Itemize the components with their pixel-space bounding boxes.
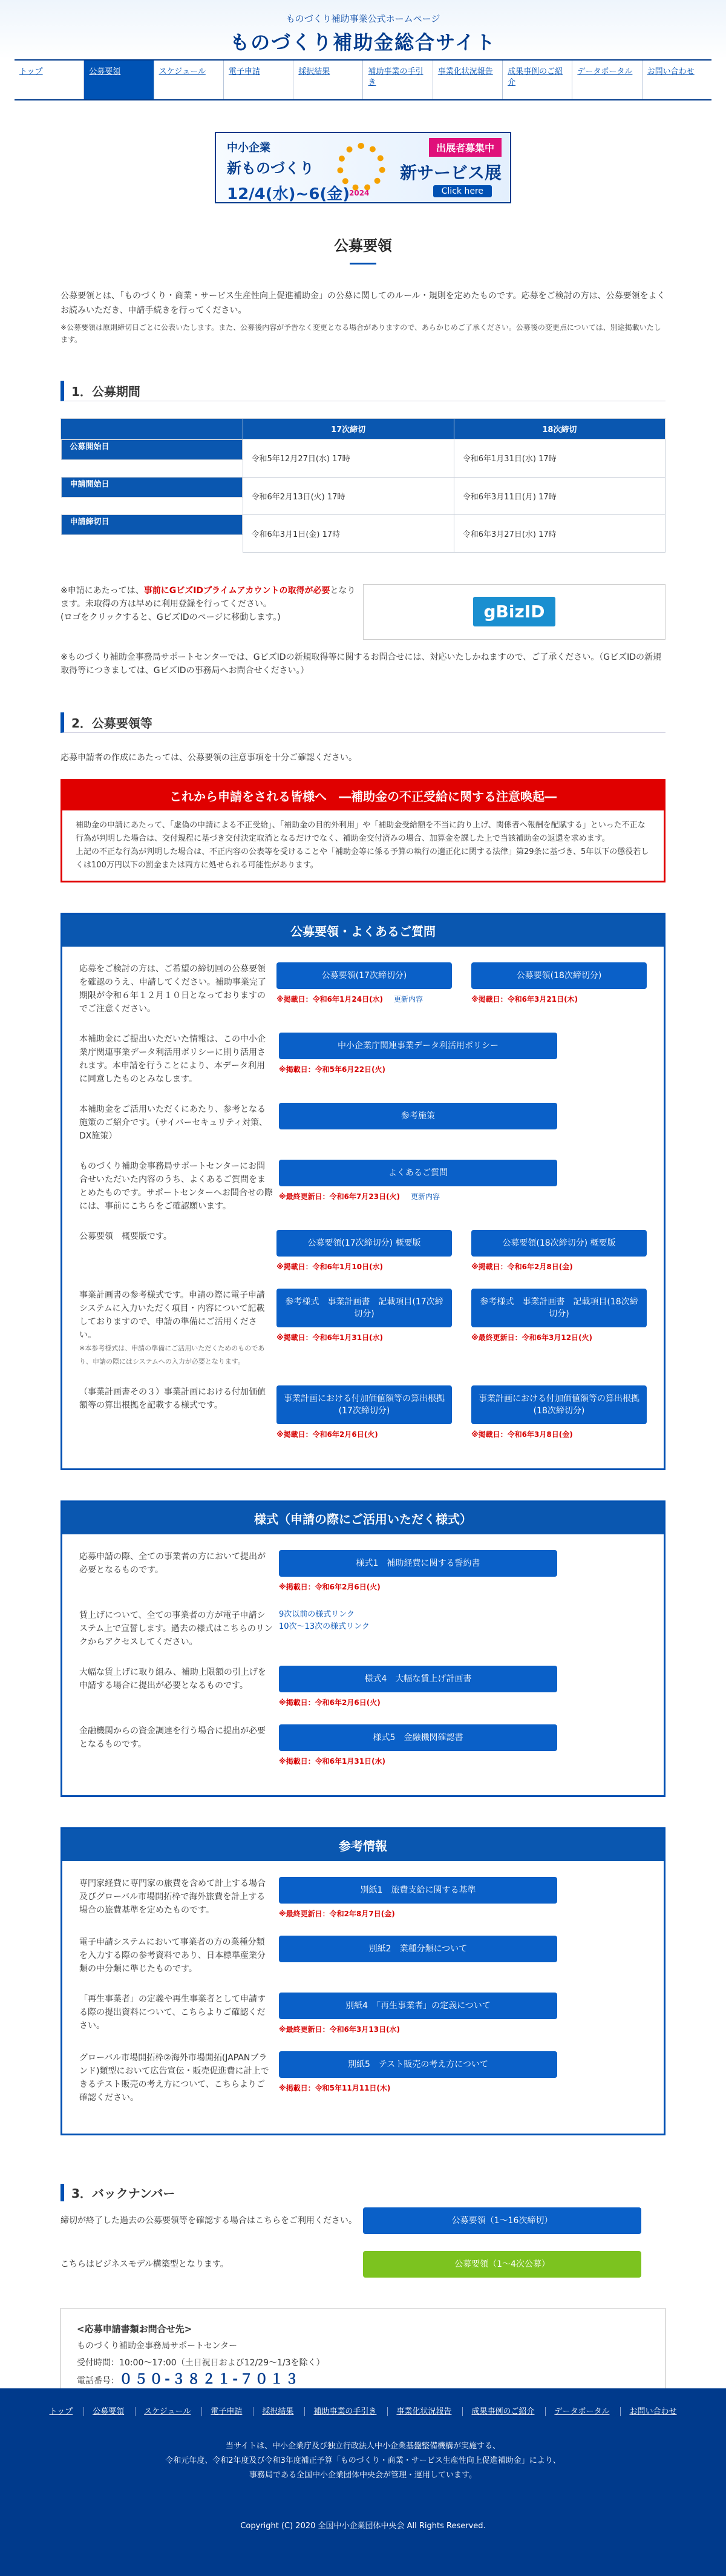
form-row-buttons (279, 1550, 647, 1592)
forms-panel (60, 1500, 666, 1797)
reference-posted-date: ※掲載日：令和5年11月11日(木) (279, 2083, 391, 2092)
faq-posted-date (471, 1261, 647, 1272)
form-links (279, 1609, 557, 1633)
faq-document-button[interactable]: 公募要領(17次締切分) 概要版 (276, 1230, 452, 1257)
reference-row-desc: 専門家経費に専門家の旅費を含めて計上する場合及びグローバル市場開拓枠で海外旅費を計上する場合の旅費基準を定めたものです。 (79, 1878, 266, 1915)
backnumber-desc: こちらはビジネスモデル構築型となります。 (60, 2259, 229, 2269)
reference-row-buttons (279, 1877, 647, 1919)
update-details-link[interactable]: 更新内容 (411, 1192, 440, 1201)
gbizid-logo-link[interactable] (363, 584, 666, 640)
faq-document-button[interactable]: 事業計画における付加価値額等の算出根拠(17次締切分) (276, 1385, 452, 1424)
nav-item-7[interactable]: 成果事例のご紹介 (502, 61, 572, 99)
faq-panel (60, 913, 666, 1470)
site-title[interactable]: ものづくり補助金総合サイト (230, 31, 496, 54)
faq-document-button[interactable]: よくあるご質問 (279, 1160, 557, 1186)
intro-text: 公募要領とは、「ものづくり・商業・サービス生産性向上促進補助金」の公募に関してのルール・規則を定めたものです。応募をご検討の方は、公募要領をよくお読みいただき、申請手続きを行ってください。 (60, 291, 666, 315)
footer-nav-item[interactable]: 成果事例のご紹介 (462, 2407, 534, 2416)
footer-nav-item[interactable]: 事業化状況報告 (387, 2407, 451, 2416)
reference-row-desc: 「再生事業者」の定義や再生事業者として申請する際の提出資料について、こちらよりご確認ください。 (79, 1994, 266, 2031)
faq-document-button[interactable]: 参考施策 (279, 1103, 557, 1129)
backnumber-row (60, 2251, 666, 2278)
form-row-desc: 大幅な賃上げに取り組み、補助上限額の引上げを申請する場合に提出が必要となるものです。 (79, 1667, 266, 1690)
faq-button-wrap (471, 1385, 647, 1439)
faq-row-text: 本補助金をご活用いただくにあたり、参考となる施策のご紹介です。（サイバーセキュリティ対策、DX施策） (79, 1104, 267, 1141)
gbizid-notice (60, 584, 666, 640)
faq-posted-date (276, 994, 452, 1004)
faq-button-wrap (276, 962, 452, 1016)
faq-row (79, 1033, 647, 1086)
banner-line3: 新サービス展 (399, 163, 502, 183)
faq-row-text: 応募をご検討の方は、ご希望の締切回の公募要領を確認のうえ、申請してください。補助事業完了期限が令和６年１２月１０日となっておりますのでご注意ください。 (79, 964, 266, 1014)
reference-document-button[interactable]: 別紙2 業種分類について (279, 1936, 557, 1962)
faq-row-desc (79, 1160, 279, 1213)
site-header (0, 0, 726, 59)
period-table (60, 418, 666, 553)
reference-panel (60, 1827, 666, 2135)
reference-button-wrap (279, 1993, 557, 2034)
form-button-wrap (279, 1609, 557, 1649)
faq-button-wrap (279, 1033, 557, 1086)
contact-org: ものづくり補助金事務局サポートセンター (77, 2341, 238, 2351)
form-row (79, 1550, 647, 1592)
global-nav (15, 59, 711, 100)
gbizid-text (60, 584, 357, 640)
faq-posted-date (276, 1332, 452, 1342)
reference-button-wrap (279, 1877, 557, 1919)
gbizid-text-1: ※申請にあたっては、 (60, 585, 144, 596)
reference-document-button[interactable]: 別紙5 テスト販売の考え方について (279, 2051, 557, 2078)
contact-tel-label: 電話番号： (77, 2376, 119, 2386)
footer-nav-item[interactable]: 採択結果 (253, 2407, 293, 2416)
form-download-button[interactable]: 様式4 大幅な賃上げ計画書 (279, 1666, 557, 1692)
period-row-label: 申請開始日 (61, 477, 243, 498)
faq-posted-date (471, 994, 647, 1004)
footer (0, 2388, 726, 2576)
form-button-wrap (279, 1724, 557, 1766)
faq-row (79, 1385, 647, 1439)
period-row-label: 公募開始日 (61, 439, 243, 460)
faq-posted-date (279, 1191, 557, 1201)
faq-row-buttons (279, 1103, 647, 1143)
reference-row (79, 1877, 647, 1919)
posted-date-text: ※掲載日：令和6年2月6日(火) (276, 1430, 378, 1439)
period-cell: 令和6年3月11日(月) 17時 (454, 477, 665, 514)
faq-row-buttons (276, 962, 647, 1016)
nav-item-1[interactable]: 公募要領 (83, 61, 153, 99)
documents-lead: 応募申請者の作成にあたっては、公募要領の注意事項を十分ご確認ください。 (60, 752, 357, 763)
reference-document-button[interactable]: 別紙1 旅費支給に関する基準 (279, 1877, 557, 1904)
form-posted-date: ※掲載日：令和6年1月31日(水) (279, 1756, 386, 1766)
gbizid-support-note: ※ものづくり補助金事務局サポートセンターでは、GビズIDの新規取得等に関するお問合せには、対応いたしかねますので、ご了承ください。（GビズIDの新規取得等につきましては、GビズIDの事務局へお問合せください。） (60, 652, 661, 675)
contact-tel[interactable]: ０５０-３８２１-７０１３ (119, 2371, 301, 2387)
faq-posted-date (279, 1064, 557, 1074)
faq-button-wrap (279, 1160, 557, 1213)
posted-date-text: ※掲載日：令和6年2月8日(金) (471, 1262, 573, 1271)
form-row-buttons (279, 1609, 647, 1649)
past-forms-link[interactable]: 9次以前の様式リンク (279, 1609, 355, 1619)
form-row-buttons (279, 1666, 647, 1707)
posted-date-text: ※最終更新日：令和6年7月23日(火) (279, 1192, 401, 1201)
faq-document-button[interactable]: 公募要領(18次締切分) 概要版 (471, 1230, 647, 1257)
form-download-button[interactable]: 様式1 補助経費に関する誓約書 (279, 1550, 557, 1577)
footer-nav (0, 2388, 726, 2419)
faq-row-buttons (279, 1160, 647, 1213)
form-button-wrap (279, 1550, 557, 1592)
faq-row-desc (79, 1230, 276, 1272)
intro (60, 289, 666, 346)
reference-panel-body (62, 1861, 664, 2134)
faq-button-wrap (276, 1289, 452, 1368)
period-cell: 令和5年12月27日(水) 17時 (243, 439, 454, 478)
footer-nav-item[interactable]: お問い合わせ (620, 2407, 676, 2416)
fraud-warning-p1: 補助金の申請にあたって、「虚偽の申請による不正受給」、「補助金の目的外利用」や「補助金受給額を不当に釣り上げ、関係者へ報酬を配賦する」といった不正な行為が判明した場合は、交付規程に基づき交付決定取消となるだけでなく、補助金交付済みの場合、加算金を課した上で当該補助金の返還を求めます。 (76, 820, 646, 843)
nav-item-8[interactable]: データポータル (572, 61, 641, 99)
reference-panel-title: 参考情報 (62, 1829, 664, 1861)
faq-row-buttons (276, 1289, 647, 1368)
faq-panel-title: 公募要領・よくあるご質問 (62, 915, 664, 947)
footer-text-3: 事務局である全国中小企業団体中央会が管理・運用しています。 (249, 2471, 477, 2480)
intro-note: ※公募要領は原則締切日ごとに公表いたします。また、公募後内容が予告なく変更となる場合がありますので、あらかじめご了承ください。公募後の変更点については、別途掲載いたします。 (60, 323, 661, 344)
faq-row-desc (79, 1033, 279, 1086)
faq-row-text: （事業計画書その３）事業計画における付加価値額等の算出根拠を記載する様式です。 (79, 1387, 266, 1410)
form-posted-date: ※掲載日：令和6年2月6日(火) (279, 1582, 381, 1591)
banner-cta-button[interactable]: Click here (433, 185, 492, 197)
period-cell: 令和6年1月31日(水) 17時 (454, 439, 665, 478)
period-row-label: 申請締切日 (61, 514, 243, 535)
reference-row-desc: 電子申請システムにおいて事業者の方の業種分類を入力する際の参考資料であり、日本標準産業分類の中分類に準じたものです。 (79, 1937, 266, 1974)
faq-panel-body (62, 947, 664, 1468)
period-table-header: 17次締切 (243, 419, 454, 439)
footer-nav-item[interactable]: 補助事業の手引き (304, 2407, 376, 2416)
faq-button-wrap (471, 1230, 647, 1272)
faq-row-buttons (276, 1230, 647, 1272)
faq-button-wrap (471, 962, 647, 1016)
footer-nav-item[interactable]: スケジュール (135, 2407, 191, 2416)
faq-document-button[interactable]: 事業計画における付加価値額等の算出根拠(18次締切分) (471, 1385, 647, 1424)
faq-row-buttons (279, 1033, 647, 1086)
form-row (79, 1609, 647, 1649)
footer-text-1: 当サイトは、中小企業庁及び独立行政法人中小企業基盤整備機構が実施する、 (225, 2442, 501, 2451)
faq-row-text: 公募要領 概要版です。 (79, 1231, 172, 1241)
nav-item-3[interactable]: 電子申請 (223, 61, 293, 99)
form-button-wrap (279, 1666, 557, 1707)
fraud-warning-body (62, 810, 664, 881)
nav-item-6[interactable]: 事業化状況報告 (433, 61, 502, 99)
reference-row (79, 1936, 647, 1976)
page-title: 公募要領 (0, 234, 726, 264)
fraud-warning-p2: 上記の不正な行為が判明した場合は、不正内容の公表等を受けることや「補助金等に係る予算の執行の適正化に関する法律」第29条に基づき、5年以下の懲役若しくは100万円以下の罰金または両方に処せられる可能性があります。 (76, 847, 649, 870)
banner-badge: 出展者募集中 (429, 138, 502, 157)
faq-row (79, 1289, 647, 1368)
site-subtitle: ものづくり補助事業公式ホームページ (286, 13, 440, 24)
reference-row (79, 1993, 647, 2034)
banner-line2: 新ものづくり (227, 160, 314, 177)
faq-button-wrap (276, 1230, 452, 1272)
reference-row-buttons (279, 1993, 647, 2034)
banner-logo-icon (337, 143, 385, 191)
form-posted-date: ※掲載日：令和6年2月6日(火) (279, 1698, 381, 1707)
posted-date-text: ※掲載日：令和6年1月24日(水) (276, 994, 384, 1004)
gbizid-text-3: (ロゴをクリックすると、GビズIDのページに移動します。) (60, 612, 281, 622)
forms-panel-body (62, 1534, 664, 1795)
footer-nav-item[interactable]: 公募要領 (83, 2407, 124, 2416)
reference-row (79, 2051, 647, 2104)
period-table-header (61, 419, 243, 439)
form-row (79, 1666, 647, 1707)
form-row (79, 1724, 647, 1766)
copyright: Copyright (C) 2020 全国中小企業団体中央会 All Rights Reserved. (240, 2522, 486, 2531)
faq-document-button[interactable]: 公募要領(18次締切分) (471, 962, 647, 989)
period-cell: 令和6年2月13日(火) 17時 (243, 477, 454, 514)
faq-button-wrap (471, 1289, 647, 1368)
nav-item-9[interactable]: お問い合わせ (642, 61, 711, 99)
faq-row (79, 1230, 647, 1272)
posted-date-text: ※最終更新日：令和6年3月12日(火) (471, 1333, 593, 1342)
backnumber-1-16-button[interactable]: 公募要領（1～16次締切） (363, 2207, 641, 2234)
contact-hours: 受付時間：10:00～17:00（土日祝日および12/29～1/3を除く） (77, 2358, 325, 2368)
nav-item-0[interactable]: トップ (19, 67, 43, 76)
posted-date-text: ※掲載日：令和6年3月8日(金) (471, 1430, 573, 1439)
form-download-button[interactable]: 様式5 金融機関確認書 (279, 1724, 557, 1751)
footer-text-2: 令和元年度、令和2年度及び令和3年度補正予算「ものづくり・商業・サービス生産性向上促進補助金」により、 (165, 2456, 561, 2465)
form-row-desc: 賃上げについて、全ての事業者の方が電子申請システム上で宣誓します。過去の様式はこちらのリンクからアクセスしてください。 (79, 1610, 273, 1647)
banner-line1: 中小企業 (227, 142, 270, 154)
posted-date-text: ※掲載日：令和6年1月31日(水) (276, 1333, 384, 1342)
footer-nav-item[interactable]: データポータル (545, 2407, 609, 2416)
faq-row-desc (79, 962, 276, 1016)
faq-button-wrap (276, 1385, 452, 1439)
form-row-desc: 金融機関からの資金調達を行う場合に提出が必要となるものです。 (79, 1726, 266, 1749)
faq-row (79, 1103, 647, 1143)
faq-row (79, 962, 647, 1016)
reference-row-buttons (279, 2051, 647, 2104)
gbizid-logo: gBizID (473, 597, 556, 626)
reference-posted-date: ※最終更新日：令和2年8月7日(金) (279, 1909, 395, 1918)
faq-posted-date (276, 1429, 452, 1439)
past-forms-link[interactable]: 10次～13次の様式リンク (279, 1622, 370, 1631)
faq-row-text: 本補助金にご提出いただいた情報は、この中小企業庁関連事業データ利活用ポリシーに則り活用されます。本申請を行うことにより、本データ利用に同意したものとみなします。 (79, 1034, 266, 1084)
contact-title: <応募申請書類お問合せ先> (77, 2323, 192, 2334)
section-heading-documents: 2．公募要領等 (60, 712, 666, 733)
section-heading-period: 1．公募期間 (60, 381, 666, 401)
section-heading-backnumber: 3．バックナンバー (60, 2184, 666, 2201)
period-table-header: 18次締切 (454, 419, 665, 439)
faq-posted-date (471, 1332, 647, 1342)
faq-document-button[interactable]: 中小企業庁関連事業データ利活用ポリシー (279, 1033, 557, 1059)
reference-button-wrap (279, 1936, 557, 1976)
fraud-warning-title: これから申請をされる皆様へ ―補助金の不正受給に関する注意喚起― (62, 781, 664, 810)
faq-row (79, 1160, 647, 1213)
period-cell: 令和6年3月1日(金) 17時 (243, 514, 454, 552)
footer-nav-item[interactable]: 電子申請 (201, 2407, 242, 2416)
form-row-buttons (279, 1724, 647, 1766)
nav-item-5[interactable]: 補助事業の手引き (362, 61, 432, 99)
backnumber-business-model-button[interactable]: 公募要領（1～4次公募） (363, 2251, 641, 2278)
faq-posted-date (276, 1261, 452, 1272)
faq-row-text: ものづくり補助金事務局サポートセンターにお問合せいただいた内容のうち、よくあるご質問をまとめたものです。サポートセンターへお問合せの際には、事前にこちらをご確認願います。 (79, 1161, 273, 1211)
reference-row-desc: グローバル市場開拓枠②海外市場開拓(JAPANブランド)類型において広告宣伝・販売促進費に計上できるテスト販売の考え方について、こちらよりご確認ください。 (79, 2052, 269, 2103)
faq-button-wrap (279, 1103, 557, 1143)
fraud-warning-box (60, 779, 666, 882)
backnumber-section (60, 2184, 666, 2278)
faq-document-button[interactable]: 参考様式 事業計画書 記載項目(17次締切分) (276, 1289, 452, 1327)
faq-row-desc (79, 1103, 279, 1143)
nav-item-2[interactable]: スケジュール (154, 61, 223, 99)
footer-text (0, 2439, 726, 2483)
faq-row-buttons (276, 1385, 647, 1439)
reference-posted-date: ※最終更新日：令和6年3月13日(水) (279, 2025, 401, 2034)
faq-posted-date (471, 1429, 647, 1439)
posted-date-text: ※掲載日：令和6年3月21日(木) (471, 994, 578, 1004)
reference-button-wrap (279, 2051, 557, 2104)
forms-panel-title: 様式（申請の際にご活用いただく様式） (62, 1502, 664, 1534)
reference-row-buttons (279, 1936, 647, 1976)
nav-item-4[interactable]: 採択結果 (293, 61, 362, 99)
faq-row-desc (79, 1289, 276, 1368)
form-row-desc: 応募申請の際、全ての事業者の方において提出が必要となるものです。 (79, 1551, 266, 1575)
backnumber-desc: 締切が終了した過去の公募要領等を確認する場合はこちらをご利用ください。 (60, 2215, 357, 2226)
gbizid-text-2: となります。未取得の方は早めに利用登録を行ってください。 (60, 585, 356, 609)
posted-date-text: ※掲載日：令和6年1月10日(水) (276, 1262, 384, 1271)
faq-document-button[interactable]: 参考様式 事業計画書 記載項目(18次締切分) (471, 1289, 647, 1327)
banner-year: 2024 (349, 189, 370, 197)
update-details-link[interactable]: 更新内容 (394, 994, 424, 1004)
faq-row-note: ※本参考様式は、申請の準備にご活用いただくためのものであり、申請の際にはシステムへの入力が必要となります。 (79, 1344, 265, 1365)
period-cell: 令和6年3月27日(水) 17時 (454, 514, 665, 552)
backnumber-row (60, 2207, 666, 2234)
faq-row-desc (79, 1385, 276, 1439)
faq-row-text: 事業計画書の参考様式です。申請の際に電子申請システムに入力いただく項目・内容について記載しておりますので、申請の準備にご活用ください。 (79, 1290, 265, 1340)
banner-dates: 12/4(水)~6(金) (227, 185, 350, 203)
reference-document-button[interactable]: 別紙4 「再生事業者」の定義について (279, 1993, 557, 2019)
posted-date-text: ※掲載日：令和5年6月22日(火) (279, 1065, 386, 1074)
faq-document-button[interactable]: 公募要領(17次締切分) (276, 962, 452, 989)
footer-nav-item[interactable]: トップ (49, 2407, 73, 2416)
gbizid-text-emphasis: 事前にGビズIDプライムアカウントの取得が必要 (143, 585, 330, 596)
expo-banner[interactable] (215, 132, 511, 203)
